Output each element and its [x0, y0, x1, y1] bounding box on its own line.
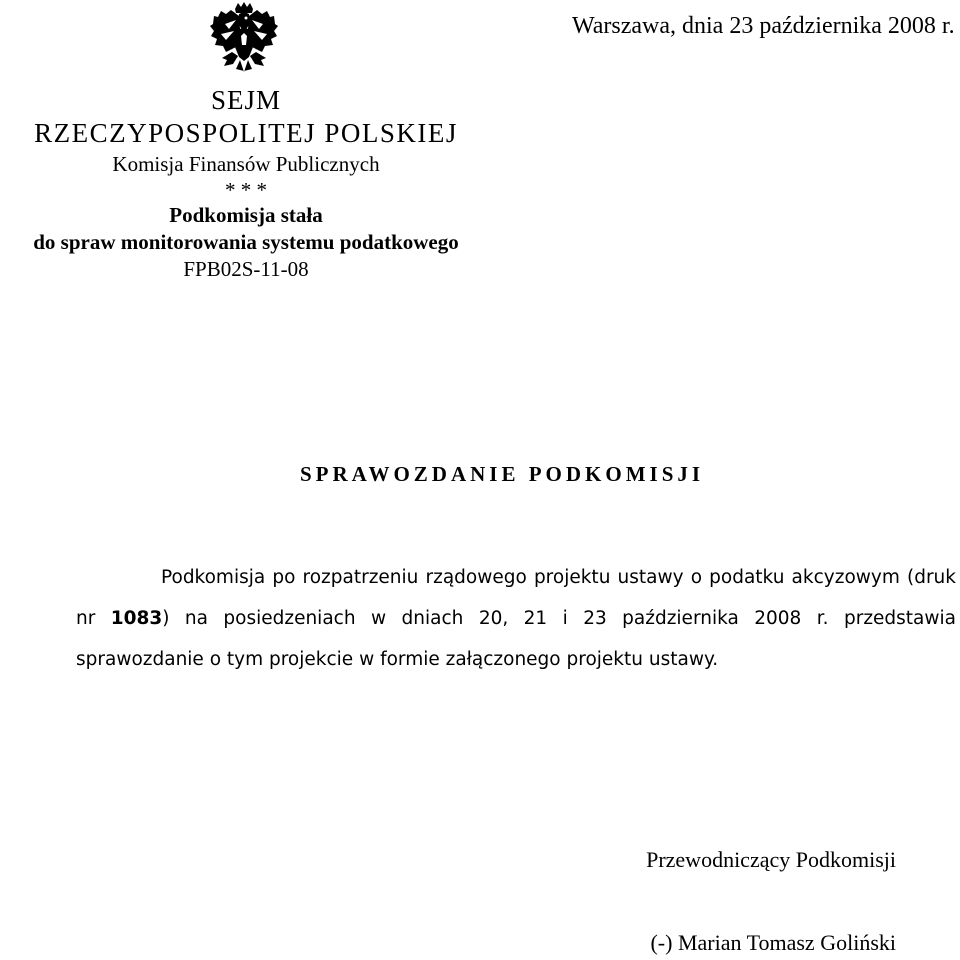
institution-name: SEJM [210, 85, 282, 115]
report-body-opening: Podkomisja po rozpatrzeniu rządowego projektu ustawy o podatku akcyzowym (druk nr [76, 566, 956, 629]
report-body-closing: ) na posiedzeniach w dniach 20, 21 i 23 października 2008 r. przedstawia sprawozdanie o tym projekcie w formie załączonego projektu ustawy. [76, 607, 956, 670]
header-separator: * * * [225, 178, 267, 202]
document-date: Warszawa, dnia 23 października 2008 r. [572, 13, 955, 39]
polish-eagle-emblem-icon [208, 2, 280, 72]
signature-role: Przewodniczący Podkomisji [646, 847, 896, 872]
document-code: FPB02S-11-08 [183, 257, 309, 281]
print-number: 1083 [110, 607, 163, 629]
subcommittee-scope: do spraw monitorowania systemu podatkowego [33, 230, 459, 254]
document-header [0, 84, 492, 283]
report-title: SPRAWOZDANIE PODKOMISJI [299, 462, 705, 486]
report-body [76, 557, 956, 680]
signature-name: (-) Marian Tomasz Goliński [650, 930, 896, 955]
country-name: RZECZYPOSPOLITEJ POLSKIEJ [34, 118, 458, 148]
subcommittee-name: Podkomisja stała [169, 203, 323, 227]
committee-name: Komisja Finansów Publicznych [112, 152, 380, 176]
